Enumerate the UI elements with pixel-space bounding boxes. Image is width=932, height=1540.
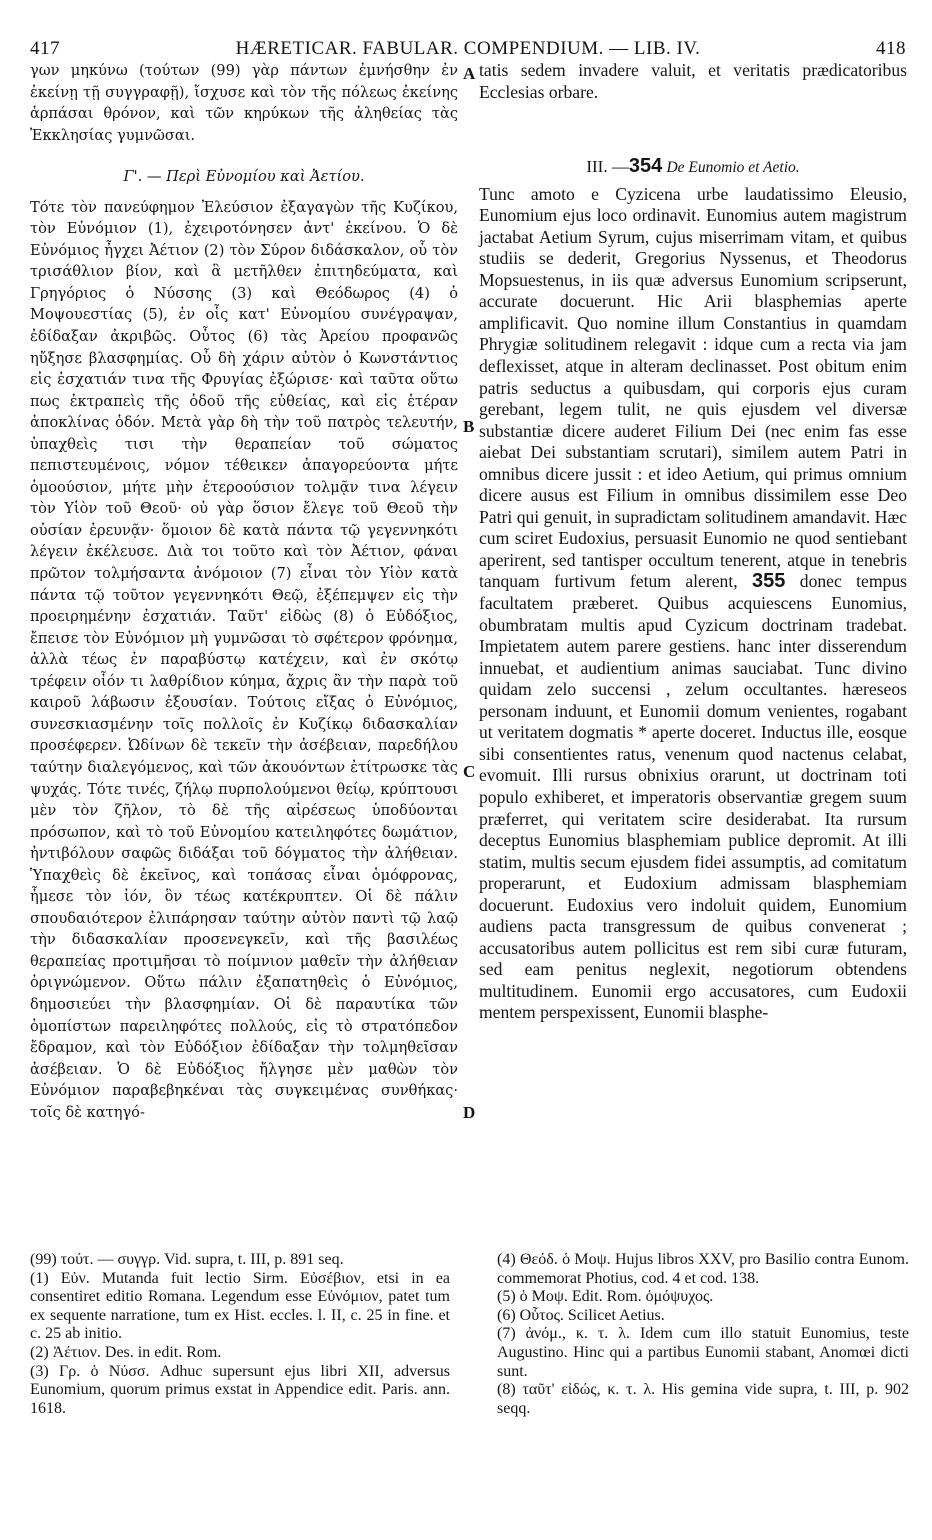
greek-paragraph-2: Τότε τὸν πανεύφημον Ἐλεύσιον ἐξαγαγὼν τῆς Κυζίκου, τὸν Εὐνόμιον (1), ἐχειροτόνησεν ἀντ' ἐκείνου. Ὁ δὲ Εὐνόμιος ἦγχει Ἀέτιον (2) τὸν Σύρον διδάσκαλον, οὗ τὸν τρισάθλιον βίον, καὶ ἃ μετῆλθεν ἐπιτηδεύματα, καὶ Γρηγόριος ὁ Νύσσης (3) καὶ Θεόδωρος (4) ὁ Μοψουεστίας (5), ἐν οἷς κατ' Εὐνομίου συνέγραψαν, ἐδίδαξαν ἀκριβῶς. Οὗτος (6) τὰς Ἀρείου προφανῶς ηὔξησε βλασφημίας. Οὗ δὴ χάριν αὐτὸν ὁ Κωνστάντιος εἰς ἐσχατιάν τινα τῆς Φρυγίας ἐξώρισε· καὶ ταῦτα οὕτω πως ἐκτραπεὶς τῆς ὁδοῦ τῆς εὐθείας, καὶ εἰς ἑτέραν ἀποκλίνας ὁδόν. Μετὰ γὰρ δὴ τὴν τοῦ πατρὸς τελευτήν, ὑπαχθεὶς τισι τὴν θεραπείαν τοῦ σώματος πεπιστευμένοις, νόμον τέθεικεν ἀπαγορεύοντα μήτε ὁμοούσιον, μήτε μὴν ἑτεροούσιον τολμᾷν τινα λέγειν τὸν Υἱὸν τοῦ Θεοῦ· οὐ γὰρ ὅσιον ἔλεγε τοῦ Θεοῦ τὴν οὐσίαν ἐρευνᾷν· ὅμοιον δὲ κατὰ πάντα τῷ γεγεννηκότι λέγειν ἐκέλευσε. Διὰ τοι τοῦτο καὶ τὸν Ἀέτιον, φάναι πρῶτον τολμήσαντα ἀνόμοιον (7) εἶναι τὸν Υἱὸν κατὰ πάντα τῷ τοῦτον γεγεννηκότι Θεῷ, ἐξέπεμψεν εἰς τὴν προειρημένην ἐσχατιάν. Ταῦτ' εἰδὼς (8) ὁ Εὐδόξιος, ἔπεισε τὸν Εὐνόμιον μὴ γυμνῶσαι τὸ σφέτερον φρόνημα, ἀλλὰ τέως ἐν παραβύστῳ κατέχειν, καὶ ἐν σκότῳ τρέφειν οἷόν τι λαθρίδιον κύημα, ἄχρις ἂν τὴν παρὰ τοῦ καιροῦ λάβωσιν ἐξουσίαν. Τούτοις εἴξας ὁ Εὐνόμιος, συνεσκιασμένην τοῖς πολλοῖς ἐν Κυζίκῳ διδασκαλίαν προσέφερεν. Ὠδίνων δὲ τεκεῖν τὴν ἀσέβειαν, παρεδήλου ταύτην διαλεγόμενος, καὶ τῶν ἀκουόντων ἐτίτρωσκε τὰς ψυχάς. Τότε τινές, ζήλῳ πυρπολούμενοι θείῳ, κρύπτουσι μὲν τὸν ζῆλον, τὸ δὲ τῆς αἱρέσεως ὑποδύονται πρόσωπον, καὶ τὸ τοῦ Εὐνομίου κατειληφότες δωμάτιον, ἠντιβόλουν σαφῶς διδάξαι τοῦ δόγματος τὴν ἀλήθειαν. Ὑπαχθεὶς δὲ ἐκεῖνος, καὶ τοπάσας εἶναι ὁμόφρονας, ἧμεσε τὸν ἰόν, ὃν τέως κατέκρυπτεν. Οἱ δὲ πάλιν σπουδαιότερον ἐλιπάρησαν ταύτην αὐτὸν παντὶ τῷ λαῷ τὴν διδασκαλίαν προσενεγκεῖν, καὶ τῆς βασιλέως θεραπείας προτιμῆσαι τὸ ποίμνιον μαθεῖν τὴν ἀλήθειαν ὀριγνώμενον. Οὕτω πάλιν ἐξαπατηθεὶς ὁ Εὐνόμιος, δημοσιεύει τὴν βλασφημίαν. Οἱ δὲ παραυτίκα τῶν ὁμοπίστων παρειληφότες πολλούς, εἰς τὸ στρατόπεδον ἔδραμον, καὶ τὸν Εὐδόξιον ἐδίδαξαν τὴν τολμηθεῖσαν ἀσέβειαν. Ὁ δὲ Εὐδόξιος ἤλγησε μὲν μαθὼν τὸν Εὐνόμιον παραβεβηκέναι τὰς συγκειμένας συνθήκας· τοῖς δὲ κατηγό- <box>30 198 458 1121</box>
margin-marker-a: A <box>463 64 476 83</box>
footnotes-right <box>497 1251 909 1418</box>
running-header <box>30 38 906 60</box>
latin-section-number: III. — <box>586 157 629 177</box>
margin-marker-c: C <box>463 762 476 781</box>
latin-section-title <box>479 156 907 179</box>
latin-section-heading: De Eunomio et Aetio. <box>666 159 800 177</box>
footnote: (4) Θεόδ. ὁ Μοψ. Hujus libros XXV, pro Basilio contra Eunom. commemorat Photius, cod. 4 et cod. 138. <box>497 1251 909 1287</box>
running-title: HÆRETICAR. FABULAR. COMPENDIUM. — LIB. IV. <box>235 38 701 59</box>
footnote: (1) Εὐν. Mutanda fuit lectio Sirm. Εὐσέβιον, etsi in ea consentiret editio Romana. Legendum esse Εὐνόμιον, patet tum ex sequente narratione, tum ex Hist. eccles. l. II, c. 25 in fine. et c. 25 ab initio. <box>30 1269 450 1343</box>
latin-paragraph-2 <box>479 184 907 1024</box>
greek-section-title: Γ'. — Περὶ Εὐνομίου καὶ Ἀετίου. <box>123 168 365 186</box>
latin-paragraph-1: tatis sedem invadere valuit, et veritatis prædicatoribus Ecclesias orbare. <box>479 60 907 102</box>
margin-marker-d: D <box>463 1103 476 1122</box>
page-number-left: 417 <box>30 38 60 59</box>
footnote: (8) ταῦτ' εἰδώς, κ. τ. λ. His gemina vide supra, t. III, p. 902 seqq. <box>497 1381 909 1417</box>
footnote: (99) τούτ. — συγγρ. Vid. supra, t. III, p. 891 seq. <box>30 1251 344 1268</box>
margin-marker-b: B <box>463 417 475 436</box>
greek-column <box>30 60 458 1123</box>
footnote: (7) ἀνόμ., κ. τ. λ. Idem cum illo statuit Eunomius, teste Augustino. Hinc qui a partibus Eunomii stabant, Anomœi dicti sunt. <box>497 1325 909 1380</box>
page-marker-355: 355 <box>752 570 786 593</box>
footnote: (2) Ἀέτιον. Des. in edit. Rom. <box>30 1343 222 1361</box>
greek-paragraph-1: γων μηκύνω (τούτων (99) γὰρ πάντων ἐμνήσθην ἐν ἐκείνῃ τῇ συγγραφῇ), ἴσχυσε καὶ τὸν τῆς πόλεως ἐκείνης ἁρπάσαι θρόνον, καὶ τῶν κηρύκων τῆς ἀληθείας τὰς Ἐκκλησίας γυμνῶσαι. <box>30 62 458 144</box>
spacer <box>479 103 907 156</box>
latin-text-part-2: donec tempus facultatem præberet. Quibus acquiescens Eunomius, obumbratam multis apud Cyzicum doctrinam tradebat. Impietatem autem parere gestiens. hanc inter disserendum innuebat, et audientium animas sauciabat. Tunc divino quidam zelo succensi , zelum occultantes. hæreseos personam induunt, et Eunomii domum venientes, rogabant ut veritatem dogmatis * aperte doceret. Inductus ille, eosque sibi consentientes ratus, venenum quod nactenus celabat, evomuit. Illi rursus obnixius orarunt, ut doctrinam toti populo exhiberet, et imperatoris observantiæ gregem suum præferret, qui veritatem scire desiderabat. Ita rursum deceptus Eunomius blasphemiam publice depromit. At illi statim, multis secum ejusdem fidei assumptis, ad comitatum properarunt, et Eudoxium admissam blasphemiam docuerunt. Eudoxius vero indoluit quidem, Eunomium audiens pacta transgressum de quibus convenerat ; accusatoribus autem pollicitus est rem sibi curæ futuram, sed eam penitus neglexit, negotiorum obtendens multitudinem. Eunomii ergo accusatores, cum Eudoxii mentem perspexissent, Eunomii blasphe- <box>479 571 907 1023</box>
footnote: (6) Οὗτος. Scilicet Aetius. <box>497 1306 665 1324</box>
page-marker-354: 354 <box>628 155 663 178</box>
latin-text-part-1: Tunc amoto e Cyzicena urbe laudatissimo Eleusio, Eunomium ejus loco ordinavit. Eunomius autem magistrum jactabat Aetium Syrum, cujus miserrimam vitam, et quibus studiis se dederit, Gregorius Nyssenus, et Theodorus Mopsuestenus, in iis quæ adversus Eunomium scripserunt, accurate docuerunt. Hic Arii blasphemias aperte amplificavit. Quo nomine illum Constantius in quamdam Phrygiæ solitudinem relegavit : idque cum a recta via jam deflexisset, atque in alteram declinasset. Post obitum enim patris seductus a quibusdam, qui corporis ejus curam gerebant, legem tulit, ne quis ejusdem vel diversæ substantiæ dicere auderet Filium Dei (nec enim fas esse aiebat Dei substantiam scrutari), similem autem Patri in omnibus dicere jussit : et ideo Aetium, qui primus omnium dicere ausus est Filium in omnibus dissimilem esse Deo Patri qui genuit, in supradictam solitudinem amandavit. Hæc cum sciret Eudoxius, persuasit Eunomio ne quod sentiebant aperirent, sed tantisper occultum tenerent, atque in tenebris tanquam furtivum fetum alerent, <box>479 183 907 592</box>
latin-column <box>479 60 907 1024</box>
footnotes-left <box>30 1251 450 1418</box>
footnote: (3) Γρ. ὁ Νύσσ. Adhuc supersunt ejus libri XII, adversus Eunomium, quorum primus exstat in Appendice edit. Paris. ann. 1618. <box>30 1362 450 1417</box>
page-number-right: 418 <box>876 38 906 59</box>
footnote: (5) ὁ Μοψ. Edit. Rom. ὁμόψυχος. <box>497 1288 714 1306</box>
